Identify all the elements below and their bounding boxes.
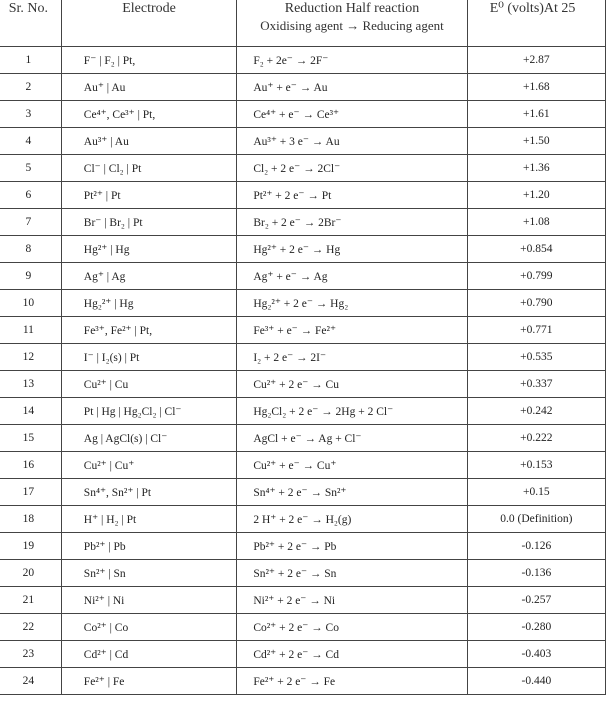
cell-electrode: Cu²⁺ | Cu (61, 371, 237, 398)
cell-sr-no: 21 (0, 587, 61, 614)
cell-sr-no: 9 (0, 263, 61, 290)
cell-reaction: Sn⁴⁺ + 2 e⁻ → Sn²⁺ (237, 479, 467, 506)
cell-reaction: Hg²⁺ + 2 e⁻ → Hg (237, 236, 467, 263)
cell-sr-no: 1 (0, 47, 61, 74)
table-row (0, 101, 606, 128)
cell-sr-no: 10 (0, 290, 61, 317)
table-row (0, 614, 606, 641)
cell-sr-no: 12 (0, 344, 61, 371)
cell-electrode: Ag | AgCl(s) | Cl⁻ (61, 425, 237, 452)
header-e0: E⁰ (volts)At 25 (467, 0, 605, 47)
cell-sr-no: 23 (0, 641, 61, 668)
cell-reaction: Cu²⁺ + e⁻ → Cu⁺ (237, 452, 467, 479)
cell-e0: +1.20 (467, 182, 605, 209)
cell-reaction: Cu²⁺ + 2 e⁻ → Cu (237, 371, 467, 398)
cell-sr-no: 14 (0, 398, 61, 425)
cell-sr-no: 18 (0, 506, 61, 533)
cell-reaction: 2 H⁺ + 2 e⁻ → H₂(g) (237, 506, 467, 533)
table-header (0, 0, 606, 47)
cell-e0: +0.15 (467, 479, 605, 506)
cell-e0: +1.68 (467, 74, 605, 101)
cell-reaction: F₂ + 2e⁻ → 2F⁻ (237, 47, 467, 74)
table-row (0, 398, 606, 425)
cell-e0: -0.257 (467, 587, 605, 614)
cell-e0: +0.242 (467, 398, 605, 425)
cell-sr-no: 16 (0, 452, 61, 479)
cell-sr-no: 17 (0, 479, 61, 506)
header-reaction-title: Reduction Half reaction (284, 1, 420, 16)
table-row (0, 128, 606, 155)
cell-electrode: H⁺ | H₂ | Pt (61, 506, 237, 533)
table-row (0, 668, 606, 695)
cell-electrode: Ag⁺ | Ag (61, 263, 237, 290)
cell-sr-no: 4 (0, 128, 61, 155)
table-row (0, 371, 606, 398)
cell-sr-no: 22 (0, 614, 61, 641)
cell-reaction: Pt²⁺ + 2 e⁻ → Pt (237, 182, 467, 209)
cell-electrode: Pb²⁺ | Pb (61, 533, 237, 560)
cell-e0: -0.126 (467, 533, 605, 560)
cell-electrode: Co²⁺ | Co (61, 614, 237, 641)
cell-e0: +1.61 (467, 101, 605, 128)
cell-reaction: Au³⁺ + 3 e⁻ → Au (237, 128, 467, 155)
cell-e0: +1.08 (467, 209, 605, 236)
cell-electrode: Ce⁴⁺, Ce³⁺ | Pt, (61, 101, 237, 128)
cell-reaction: Fe³⁺ + e⁻ → Fe²⁺ (237, 317, 467, 344)
table-row (0, 236, 606, 263)
table-row (0, 182, 606, 209)
cell-reaction: Fe²⁺ + 2 e⁻ → Fe (237, 668, 467, 695)
cell-electrode: Pt | Hg | Hg₂Cl₂ | Cl⁻ (61, 398, 237, 425)
cell-e0: -0.440 (467, 668, 605, 695)
cell-e0: -0.136 (467, 560, 605, 587)
table-row (0, 641, 606, 668)
cell-e0: +0.771 (467, 317, 605, 344)
cell-e0: +1.50 (467, 128, 605, 155)
table-row (0, 506, 606, 533)
table-row (0, 560, 606, 587)
cell-e0: +0.799 (467, 263, 605, 290)
header-electrode: Electrode (61, 0, 237, 47)
cell-electrode: Au³⁺ | Au (61, 128, 237, 155)
cell-sr-no: 11 (0, 317, 61, 344)
cell-reaction: Ag⁺ + e⁻ → Ag (237, 263, 467, 290)
cell-electrode: Br⁻ | Br₂ | Pt (61, 209, 237, 236)
cell-electrode: Cd²⁺ | Cd (61, 641, 237, 668)
cell-reaction: I₂ + 2 e⁻ → 2I⁻ (237, 344, 467, 371)
cell-reaction: Cd²⁺ + 2 e⁻ → Cd (237, 641, 467, 668)
cell-electrode: Fe²⁺ | Fe (61, 668, 237, 695)
table-row (0, 425, 606, 452)
cell-sr-no: 24 (0, 668, 61, 695)
table-row (0, 155, 606, 182)
cell-reaction: Co²⁺ + 2 e⁻ → Co (237, 614, 467, 641)
cell-reaction: Sn²⁺ + 2 e⁻ → Sn (237, 560, 467, 587)
table-row (0, 74, 606, 101)
cell-sr-no: 19 (0, 533, 61, 560)
cell-electrode: Hg₂²⁺ | Hg (61, 290, 237, 317)
cell-electrode: Fe³⁺, Fe²⁺ | Pt, (61, 317, 237, 344)
cell-e0: 0.0 (Definition) (467, 506, 605, 533)
table-body (0, 47, 606, 695)
cell-reaction: Cl₂ + 2 e⁻ → 2Cl⁻ (237, 155, 467, 182)
header-reaction-sub: Oxidising agent → Reducing agent (260, 18, 444, 33)
cell-e0: +1.36 (467, 155, 605, 182)
cell-electrode: Cu²⁺ | Cu⁺ (61, 452, 237, 479)
table-row (0, 263, 606, 290)
table-row (0, 479, 606, 506)
cell-sr-no: 15 (0, 425, 61, 452)
cell-e0: +0.153 (467, 452, 605, 479)
cell-sr-no: 13 (0, 371, 61, 398)
cell-e0: -0.280 (467, 614, 605, 641)
table-row (0, 533, 606, 560)
cell-sr-no: 6 (0, 182, 61, 209)
table-row (0, 344, 606, 371)
cell-reaction: Hg₂Cl₂ + 2 e⁻ → 2Hg + 2 Cl⁻ (237, 398, 467, 425)
cell-electrode: Pt²⁺ | Pt (61, 182, 237, 209)
cell-reaction: Ce⁴⁺ + e⁻ → Ce³⁺ (237, 101, 467, 128)
cell-reaction: Hg₂²⁺ + 2 e⁻ → Hg₂ (237, 290, 467, 317)
table-row (0, 209, 606, 236)
table-row (0, 587, 606, 614)
cell-reaction: Pb²⁺ + 2 e⁻ → Pb (237, 533, 467, 560)
cell-e0: +0.222 (467, 425, 605, 452)
cell-electrode: Sn⁴⁺, Sn²⁺ | Pt (61, 479, 237, 506)
table-row (0, 290, 606, 317)
header-sr-no: Sr. No. (0, 0, 61, 47)
cell-reaction: Br₂ + 2 e⁻ → 2Br⁻ (237, 209, 467, 236)
table-row (0, 317, 606, 344)
cell-sr-no: 5 (0, 155, 61, 182)
cell-sr-no: 2 (0, 74, 61, 101)
cell-reaction: AgCl + e⁻ → Ag + Cl⁻ (237, 425, 467, 452)
cell-electrode: Sn²⁺ | Sn (61, 560, 237, 587)
cell-electrode: Au⁺ | Au (61, 74, 237, 101)
cell-reaction: Au⁺ + e⁻ → Au (237, 74, 467, 101)
cell-electrode: F⁻ | F₂ | Pt, (61, 47, 237, 74)
cell-e0: +0.535 (467, 344, 605, 371)
cell-e0: +0.337 (467, 371, 605, 398)
cell-e0: -0.403 (467, 641, 605, 668)
cell-electrode: Hg²⁺ | Hg (61, 236, 237, 263)
cell-sr-no: 8 (0, 236, 61, 263)
cell-electrode: I⁻ | I₂(s) | Pt (61, 344, 237, 371)
table-row (0, 47, 606, 74)
cell-sr-no: 3 (0, 101, 61, 128)
header-row (0, 0, 606, 47)
cell-e0: +0.790 (467, 290, 605, 317)
cell-sr-no: 7 (0, 209, 61, 236)
cell-electrode: Ni²⁺ | Ni (61, 587, 237, 614)
cell-reaction: Ni²⁺ + 2 e⁻ → Ni (237, 587, 467, 614)
cell-electrode: Cl⁻ | Cl₂ | Pt (61, 155, 237, 182)
header-reaction (237, 0, 467, 47)
cell-e0: +0.854 (467, 236, 605, 263)
table-row (0, 452, 606, 479)
cell-sr-no: 20 (0, 560, 61, 587)
cell-e0: +2.87 (467, 47, 605, 74)
